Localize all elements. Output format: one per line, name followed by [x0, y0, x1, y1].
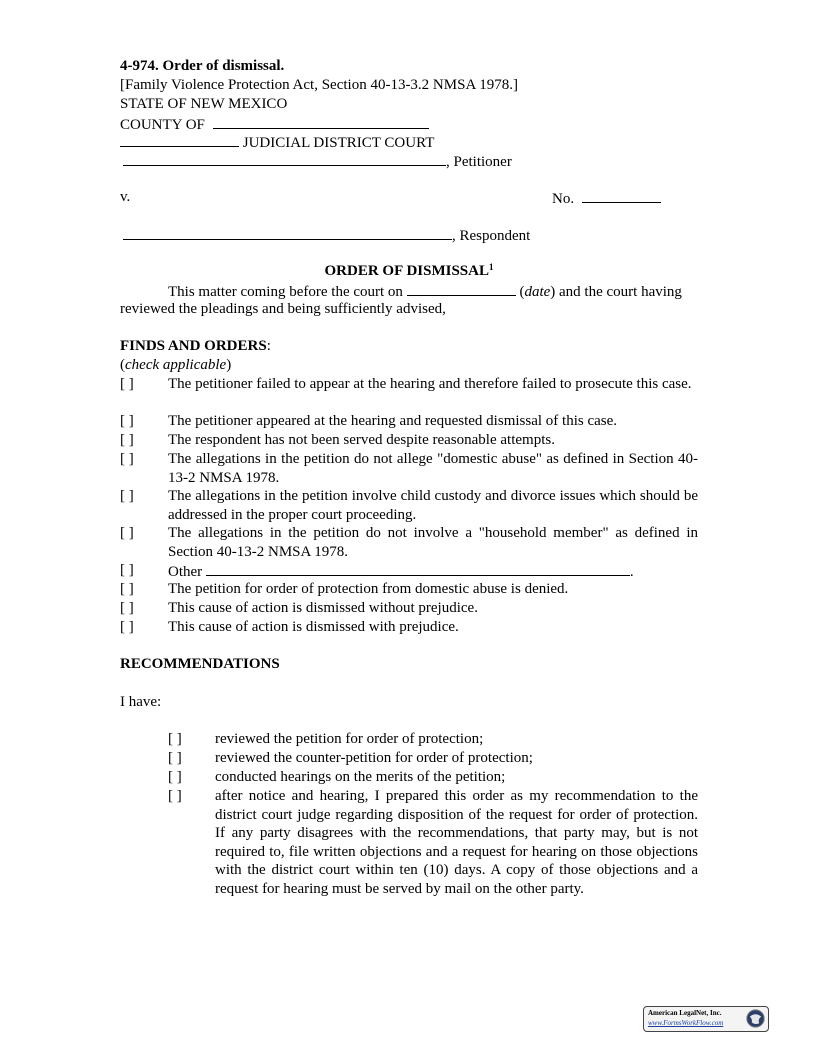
county-blank[interactable] [213, 114, 429, 129]
footnote-mark: 1 [488, 262, 494, 272]
statute-citation: [Family Violence Protection Act, Section 40-13-3.2 NMSA 1978.] [120, 77, 518, 93]
order-title-text: ORDER OF DISMISSAL [324, 263, 489, 279]
checkbox-no-domestic-abuse[interactable]: [ ] [120, 451, 134, 467]
other-period: . [629, 564, 634, 580]
globe-icon [746, 1009, 765, 1028]
rec-reviewed-petition: reviewed the petition for order of protection; [215, 731, 484, 747]
intro-part-2: and the court having [559, 284, 682, 300]
finds-heading-colon: : [266, 338, 271, 354]
checkbox-custody-divorce[interactable]: [ ] [120, 488, 134, 504]
checkbox-prepared-order[interactable]: [ ] [168, 788, 182, 804]
checkbox-without-prejudice[interactable]: [ ] [120, 600, 134, 616]
check-applicable-text: check applicable [125, 357, 227, 373]
item-no-household-member: The allegations in the petition do not involve a "household member" as defined in Section 40-13-2 NMSA 1978. [168, 525, 698, 560]
checkbox-no-household-member[interactable]: [ ] [120, 525, 134, 541]
intro-part-1: This matter coming before the court on [168, 284, 403, 300]
item-failed-to-appear: The petitioner failed to appear at the hearing and therefore failed to prosecute this case. [168, 376, 692, 392]
checkbox-not-served[interactable]: [ ] [120, 432, 134, 448]
versus: v. [120, 189, 131, 205]
order-title [120, 262, 698, 281]
rule-number: 4-974. Order of dismissal. [120, 58, 285, 74]
checkbox-conducted-hearings[interactable]: [ ] [168, 769, 182, 785]
recommendations-heading: RECOMMENDATIONS [120, 656, 280, 672]
checkbox-reviewed-counter-petition[interactable]: [ ] [168, 750, 182, 766]
respondent-line [123, 225, 530, 246]
court-line [120, 132, 434, 153]
intro-line-1: This matter coming before the court on (date) and the court having [168, 281, 682, 302]
logo-url[interactable]: www.FormsWorkFlow.com [648, 1019, 724, 1027]
other-line [168, 561, 698, 582]
rec-reviewed-counter-petition: reviewed the counter-petition for order of protection; [215, 750, 533, 766]
finds-heading [120, 337, 271, 356]
case-number-blank[interactable] [582, 188, 661, 203]
date-hint: date [524, 284, 551, 300]
item-other: Other [168, 564, 203, 580]
checkbox-failed-to-appear[interactable]: [ ] [120, 376, 134, 392]
finds-instruction: (check applicable) [120, 357, 232, 373]
logo-company: American LegalNet, Inc. [648, 1009, 722, 1017]
item-no-domestic-abuse: The allegations in the petition do not allege "domestic abuse" as defined in Section 40-13-2 NMSA 1978. [168, 451, 698, 486]
county-label: COUNTY OF [120, 117, 205, 133]
respondent-blank[interactable] [123, 225, 452, 240]
hearing-date-blank[interactable] [407, 281, 516, 296]
item-with-prejudice: This cause of action is dismissed with prejudice. [168, 619, 459, 635]
case-number-line [552, 188, 661, 209]
item-not-served: The respondent has not been served despite reasonable attempts. [168, 432, 555, 448]
item-requested-dismissal: The petitioner appeared at the hearing and requested dismissal of this case. [168, 413, 618, 429]
checkbox-petition-denied[interactable]: [ ] [120, 581, 134, 597]
case-number-label: No. [552, 191, 575, 207]
district-number-blank[interactable] [120, 132, 239, 147]
respondent-label: , Respondent [452, 228, 531, 244]
checkbox-with-prejudice[interactable]: [ ] [120, 619, 134, 635]
item-without-prejudice: This cause of action is dismissed without prejudice. [168, 600, 478, 616]
other-blank[interactable] [206, 561, 630, 576]
american-legalnet-logo[interactable] [643, 1006, 769, 1032]
checkbox-requested-dismissal[interactable]: [ ] [120, 413, 134, 429]
intro-line-2: reviewed the pleadings and being sufficiently advised, [120, 301, 446, 317]
checkbox-other[interactable]: [ ] [120, 562, 134, 578]
item-custody-divorce: The allegations in the petition involve child custody and divorce issues which should be addressed in the proper court proceeding. [168, 488, 698, 523]
item-petition-denied: The petition for order of protection from domestic abuse is denied. [168, 581, 569, 597]
rec-prepared-order: after notice and hearing, I prepared this order as my recommendation to the district court judge regarding disposition of the request for order of protection. If any party disagrees with the recommendations, that party may, but is not required to, file written objections and a request for hearing on those objections with the district court within ten (10) days. A copy of those objections and a request for hearing must be served by mail on the other party. [215, 788, 698, 897]
rec-conducted-hearings: conducted hearings on the merits of the petition; [215, 769, 506, 785]
petitioner-label: , Petitioner [446, 154, 512, 170]
court-label: JUDICIAL DISTRICT COURT [242, 135, 435, 151]
petitioner-line [123, 151, 512, 172]
finds-heading-text: FINDS AND ORDERS [120, 338, 267, 354]
petitioner-blank[interactable] [123, 151, 446, 166]
checkbox-reviewed-petition[interactable]: [ ] [168, 731, 182, 747]
state-name: STATE OF NEW MEXICO [120, 96, 288, 112]
recommendations-intro: I have: [120, 694, 162, 710]
